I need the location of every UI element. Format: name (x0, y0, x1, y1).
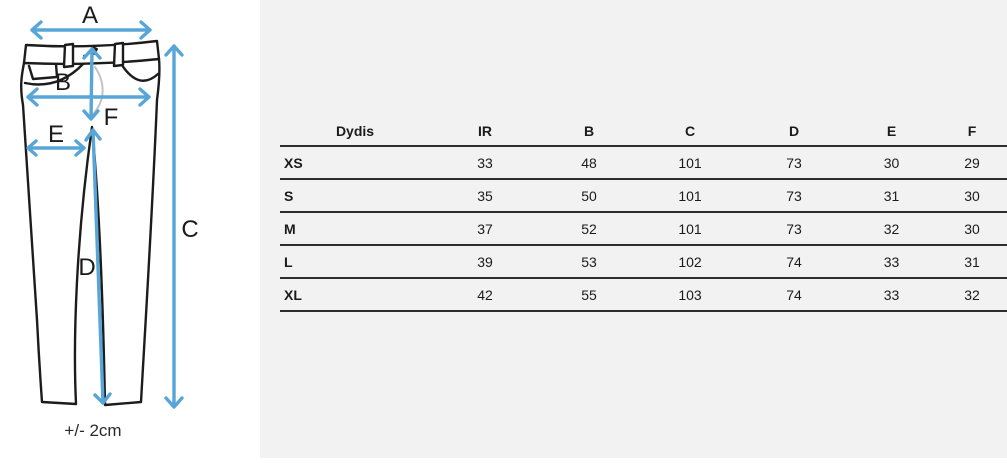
cell: 31 (846, 179, 937, 212)
cell: 74 (742, 278, 846, 311)
measurement-diagram-panel (0, 0, 260, 458)
cell: 73 (742, 146, 846, 179)
cell: 52 (540, 212, 638, 245)
cell: 33 (846, 278, 937, 311)
belt-loop-left (64, 44, 73, 67)
cell: 53 (540, 245, 638, 278)
dim-label-a: A (81, 2, 99, 29)
table-row (280, 278, 1007, 311)
pants-measurement-diagram (0, 0, 260, 458)
cell: 42 (430, 278, 540, 311)
cell: 102 (638, 245, 742, 278)
col-header-d: D (742, 117, 846, 146)
size-label: M (280, 212, 430, 245)
cell: 55 (540, 278, 638, 311)
dim-label-d: D (78, 254, 96, 281)
cell: 31 (937, 245, 1007, 278)
cell: 32 (846, 212, 937, 245)
cell: 101 (638, 212, 742, 245)
cell: 101 (638, 146, 742, 179)
tolerance-note: +/- 2cm (64, 421, 122, 440)
cell: 73 (742, 212, 846, 245)
cell: 29 (937, 146, 1007, 179)
cell: 35 (430, 179, 540, 212)
dim-label-c: C (181, 216, 199, 243)
cell: 30 (937, 179, 1007, 212)
col-header-c: C (638, 117, 742, 146)
dim-label-e: E (47, 121, 65, 148)
table-row (280, 146, 1007, 179)
cell: 37 (430, 212, 540, 245)
size-table (280, 117, 1007, 312)
dim-label-b: B (54, 69, 72, 96)
col-header-f: F (937, 117, 1007, 146)
cell: 73 (742, 179, 846, 212)
size-label: S (280, 179, 430, 212)
cell: 48 (540, 146, 638, 179)
size-label: L (280, 245, 430, 278)
cell: 30 (846, 146, 937, 179)
cell: 50 (540, 179, 638, 212)
table-row (280, 245, 1007, 278)
table-row (280, 179, 1007, 212)
dim-label-f: F (103, 104, 119, 131)
size-label: XS (280, 146, 430, 179)
cell: 103 (638, 278, 742, 311)
table-row (280, 212, 1007, 245)
dim-arrow-c (166, 46, 182, 407)
col-header-b: B (540, 117, 638, 146)
cell: 32 (937, 278, 1007, 311)
belt-loop-right (114, 43, 123, 66)
cell: 74 (742, 245, 846, 278)
cell: 30 (937, 212, 1007, 245)
cell: 39 (430, 245, 540, 278)
cell: 101 (638, 179, 742, 212)
col-header-dydis: Dydis (280, 117, 430, 146)
cell: 33 (430, 146, 540, 179)
size-table-panel (260, 0, 1007, 458)
col-header-e: E (846, 117, 937, 146)
col-header-ir: IR (430, 117, 540, 146)
cell: 33 (846, 245, 937, 278)
size-label: XL (280, 278, 430, 311)
header-row (280, 117, 1007, 146)
